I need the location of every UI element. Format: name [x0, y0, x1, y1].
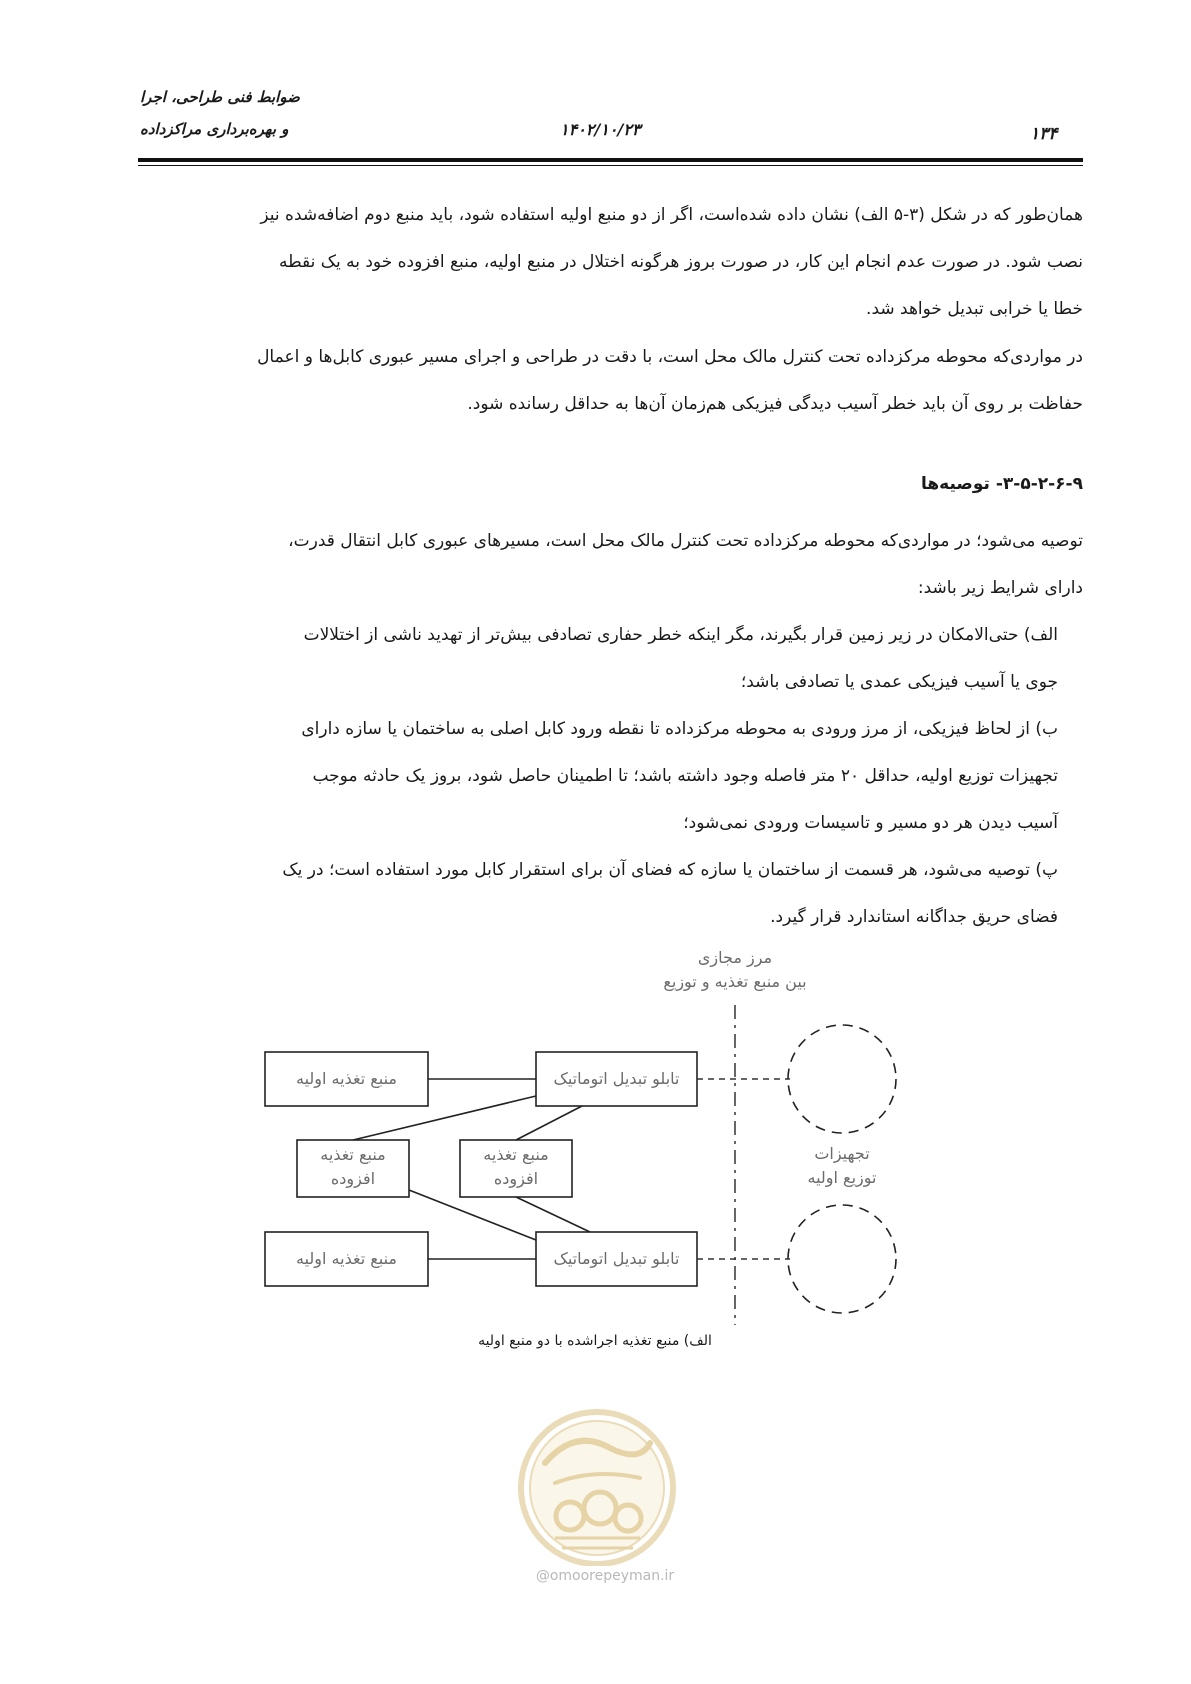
paragraph-1-line-3: خطا یا خرابی تبدیل خواهد شد.	[866, 299, 1083, 319]
paragraph-3-line-1: توصیه می‌شود؛ در مواردی‌که محوطه مرکزداده تحت کنترل مالک محل است، مسیرهای عبوری کابل انتقال قدرت،	[288, 531, 1083, 551]
paragraph-2-line-2: حفاظت بر روی آن باید خطر آسیب دیدگی فیزیکی هم‌زمان آن‌ها به حداقل رسانده شود.	[467, 394, 1083, 414]
box-added-left	[297, 1140, 409, 1197]
paragraph-3-line-2: دارای شرایط زیر باشد:	[917, 578, 1083, 598]
label-ats-top: تابلو تبدیل اتوماتیک	[553, 1069, 680, 1088]
header-title-line1: ضوابط فنی طراحی، اجرا	[140, 88, 300, 106]
list-item-c-line-1: پ) توصیه می‌شود، هر قسمت از ساختمان یا سازه که فضای آن برای استقرار کابل مورد استفاده است؛ در یک	[282, 860, 1058, 880]
label-added-right	[460, 1143, 572, 1191]
header-title-line2: و بهره‌برداری مراکزداده	[140, 120, 289, 138]
list-item-a-line-2: جوی یا آسیب فیزیکی عمدی یا تصادفی باشد؛	[740, 672, 1058, 692]
boundary-label-line-2: بین منبع تغذیه و توزیع	[663, 972, 807, 991]
label-primary-source-bottom: منبع تغذیه اولیه	[296, 1249, 397, 1268]
line-added-left-ats-bottom	[409, 1190, 536, 1240]
box-primary-source-top	[265, 1052, 428, 1106]
paragraph-1	[140, 192, 1083, 333]
page-number: ۱۳۴	[1030, 124, 1058, 144]
box-ats-top	[536, 1052, 697, 1106]
equipment-circle-bottom	[788, 1205, 896, 1313]
list-item-b	[140, 706, 1058, 847]
box-added-right	[460, 1140, 572, 1197]
label-primary-source-top: منبع تغذیه اولیه	[296, 1069, 397, 1088]
label-added-left	[297, 1143, 409, 1191]
list-item-a	[140, 612, 1058, 706]
label-added-left-line-2: افزوده	[330, 1169, 376, 1188]
list-item-c-line-2: فضای حریق جداگانه استاندارد قرار گیرد.	[770, 907, 1058, 927]
boundary-label-line-1: مرز مجازی	[697, 948, 773, 967]
label-equipment-line-2: توزیع اولیه	[807, 1168, 877, 1187]
paragraph-2	[140, 334, 1083, 428]
label-added-left-line-1: منبع تغذیه	[320, 1145, 386, 1164]
header-rule-thin	[138, 165, 1083, 166]
label-equipment	[782, 1142, 902, 1190]
watermark-url: @omoorepeyman.ir	[535, 1568, 675, 1584]
boundary-label	[620, 946, 850, 994]
label-ats-bottom: تابلو تبدیل اتوماتیک	[553, 1249, 680, 1268]
figure-caption: الف) منبع تغذیه اجراشده با دو منبع اولیه	[478, 1333, 712, 1349]
list-item-b-line-3: آسیب دیدن هر دو مسیر و تاسیسات ورودی نمی‌شود؛	[683, 813, 1058, 833]
paragraph-1-line-1: همان‌طور که در شکل (۳-۵ الف) نشان داده شده‌است، اگر از دو منبع اولیه استفاده شود، باید منبع دوم اضافه‌شده نیز	[260, 205, 1083, 225]
header-rule-thick	[138, 158, 1083, 162]
watermark-logo	[500, 1408, 694, 1566]
label-equipment-line-1: تجهیزات	[814, 1144, 870, 1163]
equipment-circle-top	[788, 1025, 896, 1133]
paragraph-1-line-2: نصب شود. در صورت عدم انجام این کار، در صورت بروز هرگونه اختلال در منبع اولیه، منبع افزوده خود به یک نقطه	[278, 252, 1083, 272]
box-ats-bottom	[536, 1232, 697, 1286]
paragraph-2-line-1: در مواردی‌که محوطه مرکزداده تحت کنترل مالک محل است، با دقت در طراحی و اجرای مسیر عبوری کابل‌ها و اعمال	[257, 347, 1083, 367]
box-primary-source-bottom	[265, 1232, 428, 1286]
list-item-b-line-2: تجهیزات توزیع اولیه، حداقل ۲۰ متر فاصله وجود داشته باشد؛ تا اطمینان حاصل شود، بروز یک حادثه موجب	[312, 766, 1058, 786]
label-added-right-line-2: افزوده	[493, 1169, 539, 1188]
list-item-a-line-1: الف) حتی‌الامکان در زیر زمین قرار بگیرند، مگر اینکه خطر حفاری تصادفی بیش‌تر از تهدید ناشی از اختلالات	[303, 625, 1058, 645]
header-date: ۱۴۰۲/۱۰/۲۳	[560, 120, 641, 139]
label-added-right-line-1: منبع تغذیه	[483, 1145, 549, 1164]
list-item-c	[140, 847, 1058, 941]
list-item-b-line-1: ب) از لحاظ فیزیکی، از مرز ورودی به محوطه مرکزداده تا نقطه ورود کابل اصلی به ساختمان یا سازه دارای	[301, 719, 1058, 739]
line-ats-top-added-left	[353, 1096, 536, 1140]
line-added-right-ats-bottom	[516, 1197, 590, 1232]
line-ats-top-added-right	[516, 1106, 582, 1140]
section-heading: ۳-۵-۲-۶-۹- توصیه‌ها	[921, 474, 1083, 494]
paragraph-3	[140, 518, 1083, 612]
